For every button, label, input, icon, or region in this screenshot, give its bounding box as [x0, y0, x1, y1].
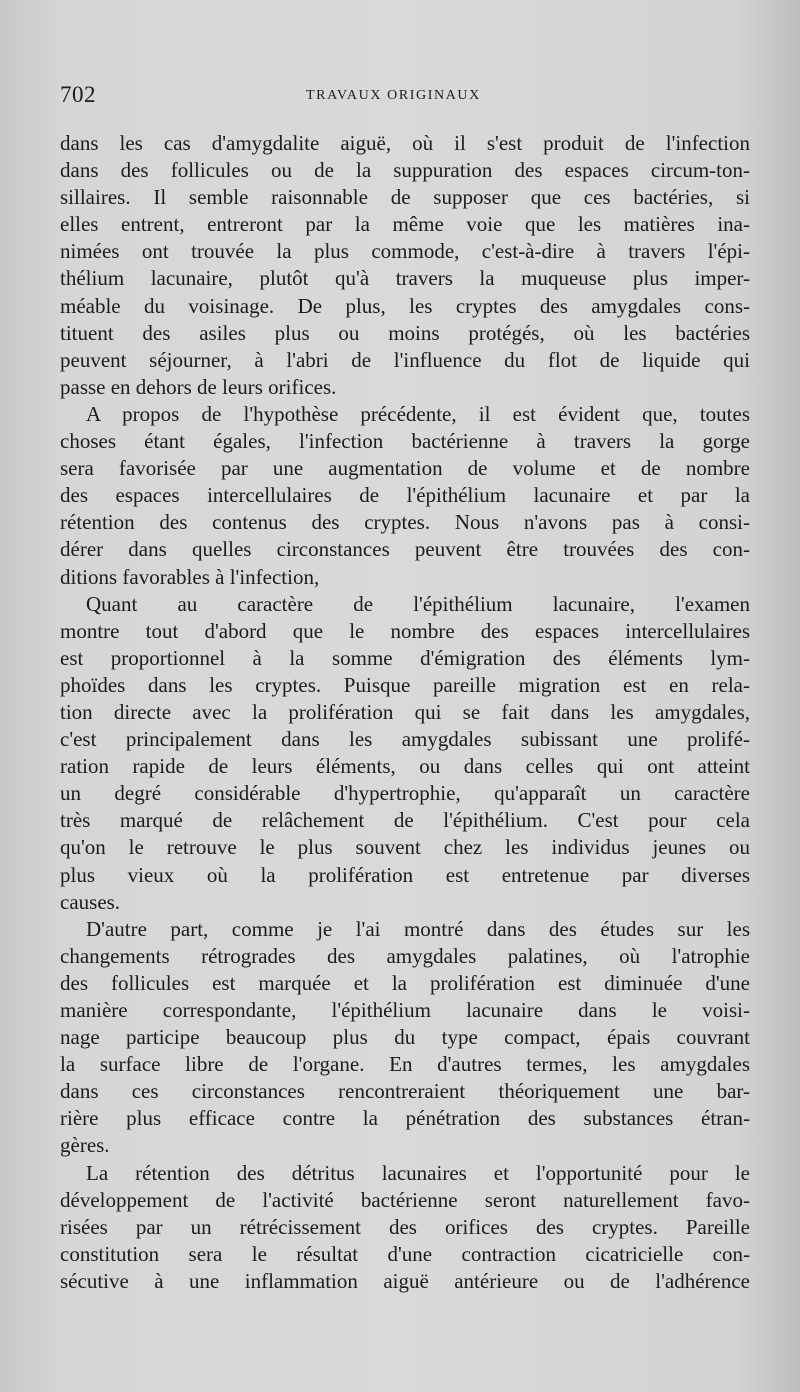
text-line: tion directe avec la prolifération qui se fait dans les amygdales, [60, 699, 750, 724]
text-line: manière correspondante, l'épithélium lacunaire dans le voisi- [60, 998, 750, 1022]
paragraph-end-line: causes. [60, 889, 121, 914]
text-line: développement de l'activité bactérienne seront naturellement favo- [60, 1187, 750, 1212]
text-line: nage participe beaucoup plus du type compact, épais couvrant [60, 1025, 750, 1050]
text-line: dans ces circonstances rencontreraient théoriquement une bar- [60, 1079, 750, 1104]
page-number: 702 [60, 82, 96, 107]
text-line: plus vieux où la prolifération est entretenue par diverses [60, 862, 750, 887]
text-line: sera favorisée par une augmentation de volume et de nombre [60, 456, 750, 481]
paragraph-first-line: La rétention des détritus lacunaires et l'opportunité pour le [86, 1160, 750, 1185]
text-line: tituent des asiles plus ou moins protégés, où les bactéries [60, 320, 750, 345]
text-line: des follicules est marquée et la prolifération est diminuée d'une [60, 970, 750, 995]
text-line: sécutive à une inflammation aiguë antérieure ou de l'adhérence [60, 1268, 750, 1293]
page-header [60, 82, 750, 112]
paragraph-end-line: ditions favorables à l'infection, [60, 564, 320, 589]
running-head: TRAVAUX ORIGINAUX [306, 88, 481, 103]
body-text [60, 130, 750, 1295]
text-line: montre tout d'abord que le nombre des espaces intercellulaires [60, 618, 750, 643]
text-line: changements rétrogrades des amygdales palatines, où l'atrophie [60, 943, 750, 968]
text-line: dans les cas d'amygdalite aiguë, où il s'est produit de l'infection [60, 131, 750, 155]
text-line: un degré considérable d'hypertrophie, qu'apparaît un caractère [60, 781, 750, 806]
paragraph-first-line: Quant au caractère de l'épithélium lacunaire, l'examen [86, 591, 750, 616]
paragraph-end-line: gères. [60, 1133, 110, 1158]
text-line: nimées ont trouvée la plus commode, c'est-à-dire à travers l'épi- [60, 239, 750, 264]
text-line: la surface libre de l'organe. En d'autres termes, les amygdales [60, 1052, 750, 1077]
text-line: phoïdes dans les cryptes. Puisque pareille migration est en rela- [60, 672, 750, 697]
paragraph-first-line: A propos de l'hypothèse précédente, il est évident que, toutes [86, 401, 750, 426]
text-line: thélium lacunaire, plutôt qu'à travers la muqueuse plus imper- [60, 266, 750, 291]
text-line: dans des follicules ou de la suppuration des espaces circum-ton- [60, 158, 750, 183]
text-line: qu'on le retrouve le plus souvent chez les individus jeunes ou [60, 835, 750, 860]
text-line: ration rapide de leurs éléments, ou dans celles qui ont atteint [60, 754, 750, 779]
text-line: peuvent séjourner, à l'abri de l'influence du flot de liquide qui [60, 347, 750, 372]
text-line: sillaires. Il semble raisonnable de supposer que ces bactéries, si [60, 185, 750, 210]
text-line: très marqué de relâchement de l'épithélium. C'est pour cela [60, 808, 750, 833]
text-line: dérer dans quelles circonstances peuvent être trouvées des con- [60, 537, 750, 562]
text-line: c'est principalement dans les amygdales subissant une prolifé- [60, 727, 750, 752]
text-line: méable du voisinage. De plus, les cryptes des amygdales cons- [60, 293, 750, 318]
text-line: est proportionnel à la somme d'émigration des éléments lym- [60, 645, 750, 670]
text-line: rière plus efficace contre la pénétration des substances étran- [60, 1106, 750, 1131]
text-line: elles entrent, entreront par la même voie que les matières ina- [60, 212, 750, 237]
text-line: choses étant égales, l'infection bactérienne à travers la gorge [60, 429, 750, 454]
text-line: risées par un rétrécissement des orifices des cryptes. Pareille [60, 1214, 750, 1239]
text-line: constitution sera le résultat d'une contraction cicatricielle con- [60, 1241, 750, 1266]
paragraph-first-line: D'autre part, comme je l'ai montré dans des études sur les [86, 916, 750, 941]
paragraph-end-line: passe en dehors de leurs orifices. [60, 374, 337, 399]
text-line: rétention des contenus des cryptes. Nous n'avons pas à consi- [60, 510, 750, 535]
text-line: des espaces intercellulaires de l'épithélium lacunaire et par la [60, 483, 750, 508]
